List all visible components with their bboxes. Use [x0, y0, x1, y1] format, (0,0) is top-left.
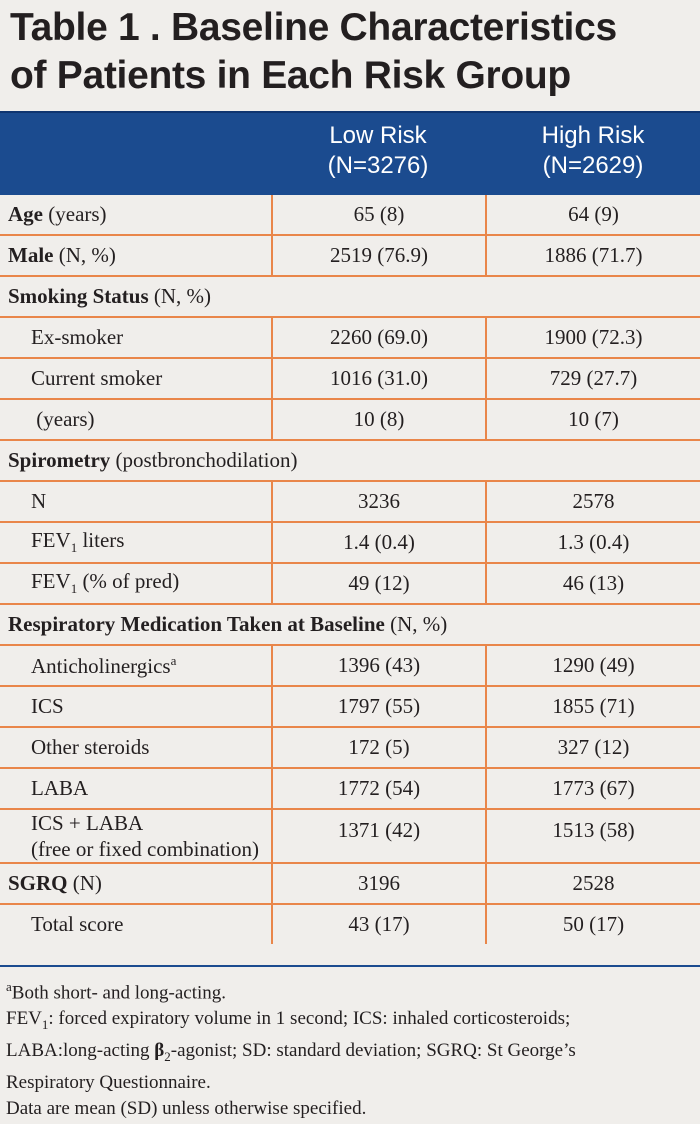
cell-low: 3196 [272, 863, 486, 904]
table-row [0, 358, 700, 399]
label-bold: Age [8, 202, 43, 226]
cell-high: 50 (17) [486, 904, 700, 944]
label-unit: (years) [43, 202, 107, 226]
label-bold: Smoking Status [8, 284, 149, 308]
table-footnotes [6, 974, 696, 1122]
footnote-fev [6, 1006, 696, 1038]
footnote-text: FEV [6, 1008, 42, 1030]
cell-high: 2528 [486, 863, 700, 904]
footnote-text: Both short- and long-acting. [11, 982, 227, 1004]
row-label-male [0, 235, 272, 276]
cell-low: 1396 (43) [272, 645, 486, 686]
title-line-2: of Patients in Each Risk Group [10, 54, 571, 97]
row-label-other-steroids: Other steroids [0, 727, 272, 768]
label-text: FEV [31, 528, 71, 553]
header-low-risk [272, 121, 484, 181]
cell-high: 64 (9) [486, 195, 700, 235]
row-label-anticholinergics [0, 645, 272, 686]
label-unit: (postbronchodilation) [110, 448, 298, 472]
cell-high: 1.3 (0.4) [486, 522, 700, 563]
beta-symbol: β [154, 1040, 165, 1062]
label-unit: (N, %) [384, 612, 448, 636]
cell-high: 1773 (67) [486, 768, 700, 809]
cell-high: 46 (13) [486, 563, 700, 604]
header-low-risk-n: (N=3276) [327, 152, 429, 179]
row-label-fev-pred [0, 563, 272, 604]
cell-low: 1016 (31.0) [272, 358, 486, 399]
label-bold: SGRQ [8, 871, 68, 895]
cell-high: 1513 (58) [486, 809, 700, 863]
cell-low: 2260 (69.0) [272, 317, 486, 358]
row-label-current-smoker: Current smoker [0, 358, 272, 399]
label-text: FEV [31, 569, 71, 594]
footnote-data-note: Data are mean (SD) unless otherwise specified. [6, 1097, 367, 1119]
cell-high: 10 (7) [486, 399, 700, 440]
footnote-subscript: 1 [41, 1017, 49, 1033]
footnote-subscript: 2 [164, 1048, 171, 1064]
label-subscript: 1 [70, 581, 78, 597]
cell-high: 1900 (72.3) [486, 317, 700, 358]
row-label-total-score: Total score [31, 912, 124, 936]
section-row [0, 604, 700, 645]
table-row [0, 563, 700, 604]
cell-low: 3236 [272, 481, 486, 522]
section-row [0, 440, 700, 481]
title-line-1: Table 1 . Baseline Characteristics [10, 6, 617, 49]
table-title [10, 4, 700, 100]
section-row [0, 276, 700, 317]
section-smoking-status [0, 276, 700, 317]
table-row [0, 399, 700, 440]
table-row [0, 727, 700, 768]
cell-low: 1797 (55) [272, 686, 486, 727]
footnote-text: LABA:long-acting [6, 1040, 155, 1062]
table-row [0, 195, 700, 235]
footnote-divider [0, 965, 700, 967]
header-high-risk [486, 121, 700, 181]
cell-high: 1855 (71) [486, 686, 700, 727]
row-label-ics-laba [0, 809, 272, 863]
header-low-risk-label: Low Risk [329, 122, 427, 149]
cell-low: 1.4 (0.4) [272, 522, 486, 563]
row-label-age [0, 195, 272, 235]
table-row [0, 645, 700, 686]
cell-low: 43 (17) [272, 904, 486, 944]
row-label-ex-smoker: Ex-smoker [0, 317, 272, 358]
row-label-n: N [0, 481, 272, 522]
footnote-marker: a [6, 979, 12, 994]
table-row [0, 686, 700, 727]
table-row [0, 235, 700, 276]
table-row [0, 809, 700, 863]
footnote-laba [6, 1038, 696, 1070]
row-label-years: (years) [0, 399, 272, 440]
footnote-text: : forced expiratory volume in 1 second; ICS: inhaled corticosteroids; [48, 1008, 571, 1030]
row-label-fev-liters [0, 522, 272, 563]
header-high-risk-n: (N=2629) [542, 152, 644, 179]
label-bold: Male [8, 243, 54, 267]
table-row [0, 768, 700, 809]
cell-low: 1371 (42) [272, 809, 486, 863]
cell-low: 10 (8) [272, 399, 486, 440]
label-unit: (N, %) [148, 284, 212, 308]
cell-high: 729 (27.7) [486, 358, 700, 399]
table-row [0, 317, 700, 358]
table-row [0, 481, 700, 522]
cell-low: 65 (8) [272, 195, 486, 235]
label-unit: (N) [67, 871, 102, 895]
cell-high: 1886 (71.7) [486, 235, 700, 276]
row-label-sgrq [0, 863, 272, 904]
label-text: liters [77, 528, 125, 553]
label-line-1: ICS + LABA [31, 811, 144, 835]
header-high-risk-label: High Risk [541, 122, 645, 149]
cell-high: 2578 [486, 481, 700, 522]
footnote-text: -agonist; SD: standard deviation; SGRQ: St George’s [170, 1040, 576, 1062]
row-label-ics: ICS [0, 686, 272, 727]
cell-low: 172 (5) [272, 727, 486, 768]
cell-low: 1772 (54) [272, 768, 486, 809]
cell-high: 327 (12) [486, 727, 700, 768]
table-header [0, 111, 700, 195]
label-line-2: (free or fixed combination) [31, 837, 259, 861]
cell-low: 2519 (76.9) [272, 235, 486, 276]
cell-high: 1290 (49) [486, 645, 700, 686]
characteristics-table [0, 195, 700, 944]
table-row [0, 522, 700, 563]
footnote-a [6, 974, 696, 1006]
section-spirometry [0, 440, 700, 481]
table-row [0, 863, 700, 904]
label-subscript: 1 [70, 540, 78, 556]
label-unit: (N, %) [53, 243, 116, 267]
footnote-marker: a [170, 652, 177, 668]
label-bold: Respiratory Medication Taken at Baseline [8, 612, 385, 636]
label-text: (% of pred) [77, 569, 180, 594]
table-row [0, 904, 700, 944]
footnote-sgrq: Respiratory Questionnaire. [6, 1071, 211, 1093]
label-text: Anticholinergics [31, 653, 171, 678]
row-label-laba: LABA [0, 768, 272, 809]
label-bold: Spirometry [8, 448, 111, 472]
cell-low: 49 (12) [272, 563, 486, 604]
section-respiratory-medication [0, 604, 700, 645]
